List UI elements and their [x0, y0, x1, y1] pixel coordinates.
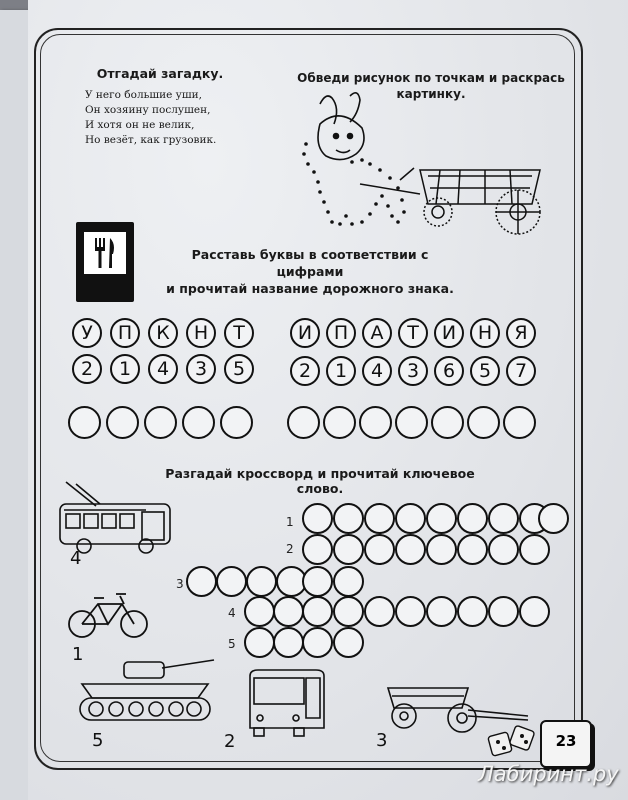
tank-icon	[74, 654, 224, 730]
letter-circle: П	[110, 318, 140, 348]
answer-circle[interactable]	[182, 406, 215, 439]
riddle-line: И хотя он не велик,	[85, 119, 195, 131]
riddle-line: Он хозяину послушен,	[85, 104, 211, 116]
bicycle-number: 1	[72, 644, 84, 665]
letter-circle: П	[326, 318, 356, 348]
trolleybus-number: 4	[70, 548, 82, 569]
digit-circle: 3	[398, 356, 428, 386]
digit-circle: 3	[186, 354, 216, 384]
answer-circle[interactable]	[220, 406, 253, 439]
letter-circle: А	[362, 318, 392, 348]
letters-line: и прочитай название дорожного знака.	[166, 281, 454, 296]
crossword-cell[interactable]	[273, 596, 304, 627]
crossword-cell[interactable]	[457, 596, 488, 627]
crossword-cell[interactable]	[395, 534, 426, 565]
letter-circle: Н	[470, 318, 500, 348]
crossword-cell[interactable]	[519, 534, 550, 565]
page-number-box	[540, 720, 592, 768]
crossword-cell[interactable]	[273, 627, 304, 658]
riddle-line: У него большие уши,	[85, 89, 202, 101]
crossword-cell[interactable]	[302, 627, 333, 658]
crossword-cell[interactable]	[302, 566, 333, 597]
digit-circle: 2	[72, 354, 102, 384]
crossword-cell[interactable]	[333, 627, 364, 658]
crossword-cell[interactable]	[333, 503, 364, 534]
crossword-cell[interactable]	[519, 596, 550, 627]
digit-circle: 2	[290, 356, 320, 386]
answer-circle[interactable]	[287, 406, 320, 439]
riddle-title: Отгадай загадку.	[96, 66, 224, 81]
crossword-cell[interactable]	[457, 534, 488, 565]
crossword-cell[interactable]	[246, 566, 277, 597]
answer-circle[interactable]	[503, 406, 536, 439]
crossword-cell[interactable]	[244, 596, 275, 627]
riddle-line: Но везёт, как грузовик.	[85, 134, 217, 146]
crossword-cell[interactable]	[457, 503, 488, 534]
answer-circle[interactable]	[467, 406, 500, 439]
row-label: 4	[228, 606, 236, 620]
crossword-cell[interactable]	[426, 534, 457, 565]
digit-circle: 5	[224, 354, 254, 384]
letters-instruction	[160, 246, 460, 297]
answer-circle[interactable]	[431, 406, 464, 439]
tank-number: 5	[92, 730, 104, 751]
cart-number: 3	[376, 730, 388, 751]
letter-circle: Я	[506, 318, 536, 348]
crossword-cell[interactable]	[395, 596, 426, 627]
crossword-cell[interactable]	[426, 596, 457, 627]
page-number: 23	[555, 732, 577, 750]
dice-icon	[486, 720, 546, 760]
digit-circle: 1	[110, 354, 140, 384]
answer-circle[interactable]	[68, 406, 101, 439]
crossword-cell[interactable]	[186, 566, 217, 597]
crossword-cell[interactable]	[395, 503, 426, 534]
answer-circle[interactable]	[106, 406, 139, 439]
crossword-cell[interactable]	[302, 534, 333, 565]
answer-circle[interactable]	[395, 406, 428, 439]
crossword-cell[interactable]	[488, 596, 519, 627]
row-label: 3	[176, 577, 184, 591]
letter-circle: У	[72, 318, 102, 348]
crossword-cell[interactable]	[302, 596, 333, 627]
road-sign-food-icon	[76, 222, 134, 302]
letter-circle: К	[148, 318, 178, 348]
digit-circle: 4	[148, 354, 178, 384]
crossword-cell[interactable]	[538, 503, 569, 534]
crossword-title: Разгадай кроссворд и прочитай ключевое слово.	[165, 466, 475, 496]
crossword-cell[interactable]	[333, 566, 364, 597]
digit-circle: 1	[326, 356, 356, 386]
donkey-cart-icon	[290, 84, 560, 254]
crossword-cell[interactable]	[244, 627, 275, 658]
answer-circle[interactable]	[323, 406, 356, 439]
bus-number: 2	[224, 731, 236, 752]
letters-line: Расставь буквы в соответствии с цифрами	[191, 247, 429, 279]
row-label: 5	[228, 637, 236, 651]
letter-circle: И	[434, 318, 464, 348]
crossword-cell[interactable]	[364, 596, 395, 627]
letter-circle: Т	[398, 318, 428, 348]
crossword-cell[interactable]	[488, 503, 519, 534]
answer-circle[interactable]	[144, 406, 177, 439]
watermark: Лабиринт.ру	[478, 762, 619, 786]
crossword-cell[interactable]	[333, 596, 364, 627]
bicycle-icon	[64, 586, 154, 642]
crossword-cell[interactable]	[302, 503, 333, 534]
digit-circle: 6	[434, 356, 464, 386]
digit-circle: 5	[470, 356, 500, 386]
crossword-cell[interactable]	[426, 503, 457, 534]
digit-circle: 7	[506, 356, 536, 386]
letter-circle: Т	[224, 318, 254, 348]
crossword-cell[interactable]	[364, 503, 395, 534]
crossword-cell[interactable]	[488, 534, 519, 565]
riddle-poem	[85, 88, 216, 148]
trace-line: Обведи рисунок по точкам и раскрась	[297, 71, 565, 85]
trace-line: картинку.	[396, 87, 466, 101]
bus-icon	[236, 668, 336, 740]
crossword-cell[interactable]	[364, 534, 395, 565]
crossword-cell[interactable]	[216, 566, 247, 597]
answer-circle[interactable]	[359, 406, 392, 439]
letter-circle: Н	[186, 318, 216, 348]
digit-circle: 4	[362, 356, 392, 386]
row-label: 2	[286, 542, 294, 556]
crossword-cell[interactable]	[333, 534, 364, 565]
row-label: 1	[286, 515, 294, 529]
letter-circle: И	[290, 318, 320, 348]
